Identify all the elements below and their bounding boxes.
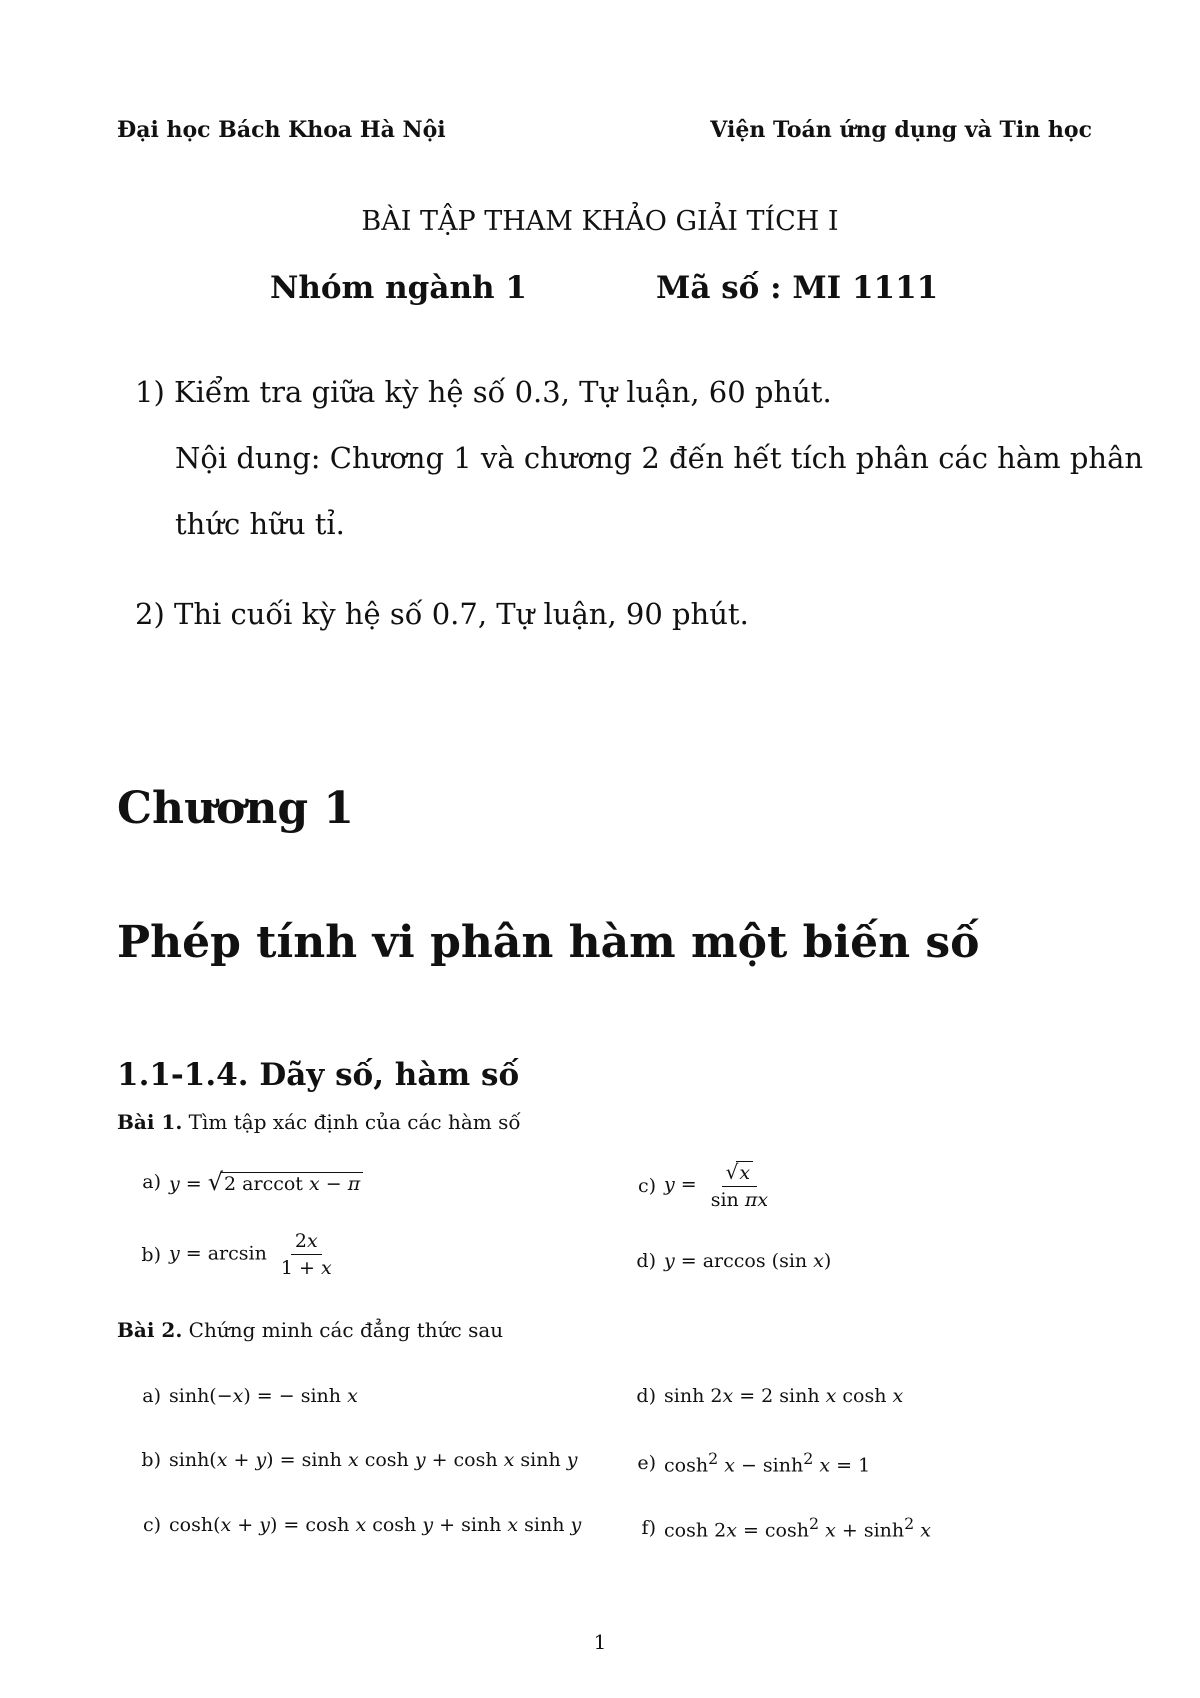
exercise-2b-formula: sinh(x + y) = sinh x cosh y + cosh x sinh y: [169, 1449, 578, 1471]
exercise-1d: [630, 1250, 831, 1272]
chapter-number: Chương 1: [117, 783, 355, 834]
exercise-1-text: Tìm tập xác định của các hàm số: [188, 1110, 521, 1134]
exercise-2b-label: b): [141, 1449, 161, 1471]
exercise-2e-formula: $\cosh^2 x - \sinh^2 x = 1$: [664, 1449, 871, 1477]
exercise-2d-label: d): [636, 1385, 656, 1407]
document-title: BÀI TẬP THAM KHẢO GIẢI TÍCH I: [361, 206, 839, 237]
exercise-2b: [135, 1449, 578, 1471]
item-2: 2) Thi cuối kỳ hệ số 0.7, Tự luận, 90 phút.: [135, 597, 749, 631]
item-1-line1: 1) Kiểm tra giữa kỳ hệ số 0.3, Tự luận, 60 phút.: [135, 375, 832, 409]
exercise-1d-label: d): [636, 1250, 656, 1272]
subtitle-code: Mã số : MI 1111: [656, 270, 939, 306]
exercise-2c-formula: cosh(x + y) = cosh x cosh y + sinh x sinh y: [169, 1514, 582, 1536]
exercise-1-label: Bài 1.: [117, 1110, 183, 1134]
exercise-2a-formula: sinh(−x) = − sinh x: [169, 1385, 358, 1407]
exercise-1c-formula: y = $\frac{√x}{\text{sin πx}}$: [664, 1160, 769, 1211]
exercise-1a-label: a): [142, 1171, 161, 1193]
exercise-2-heading: [117, 1318, 503, 1342]
exercise-1-heading: [117, 1110, 521, 1134]
exercise-1a: [135, 1168, 363, 1196]
chapter-title: Phép tính vi phân hàm một biến số: [117, 917, 980, 968]
section-title: 1.1-1.4. Dãy số, hàm số: [117, 1057, 520, 1093]
exercise-1d-formula: y = arccos (sin x): [664, 1250, 832, 1272]
header-university: Đại học Bách Khoa Hà Nội: [117, 117, 446, 143]
exercise-2f-label: f): [641, 1516, 656, 1539]
exercise-2c-label: c): [142, 1514, 161, 1536]
item-1-line3: thức hữu tỉ.: [175, 507, 345, 541]
exercise-2f-formula: $\cosh 2x = \cosh^2 x + \sinh^2 x$: [664, 1514, 931, 1542]
exercise-2e-label: e): [637, 1451, 656, 1474]
exercise-1b-label: b): [141, 1243, 161, 1266]
exercise-2c: [135, 1514, 581, 1536]
exercise-1a-formula: y = √2 arccot x − π: [169, 1168, 363, 1196]
exercise-1b-formula: y = arcsin $\frac{2x}{1 + x}$: [169, 1230, 332, 1279]
exercise-2-text: Chứng minh các đẳng thức sau: [188, 1318, 504, 1342]
exercise-2a-label: a): [142, 1385, 161, 1407]
exercise-2d-formula: sinh 2x = 2 sinh x cosh x: [664, 1385, 904, 1407]
exercise-1b: [135, 1230, 340, 1279]
exercise-1c-label: c): [637, 1174, 656, 1197]
exercise-2f: [630, 1514, 931, 1541]
item-1: [135, 359, 1143, 557]
item-1-line2: Nội dung: Chương 1 và chương 2 đến hết tích phân các hàm phân: [175, 441, 1144, 475]
exercise-2-label: Bài 2.: [117, 1318, 183, 1342]
exercise-2e: [630, 1449, 870, 1476]
exercise-2d: [630, 1385, 903, 1407]
exercise-2a: [135, 1385, 358, 1407]
header-institute: Viện Toán ứng dụng và Tin học: [710, 117, 1092, 143]
exercise-1c: [630, 1160, 776, 1211]
subtitle-group: Nhóm ngành 1: [270, 270, 527, 306]
page-number: 1: [593, 1630, 607, 1654]
